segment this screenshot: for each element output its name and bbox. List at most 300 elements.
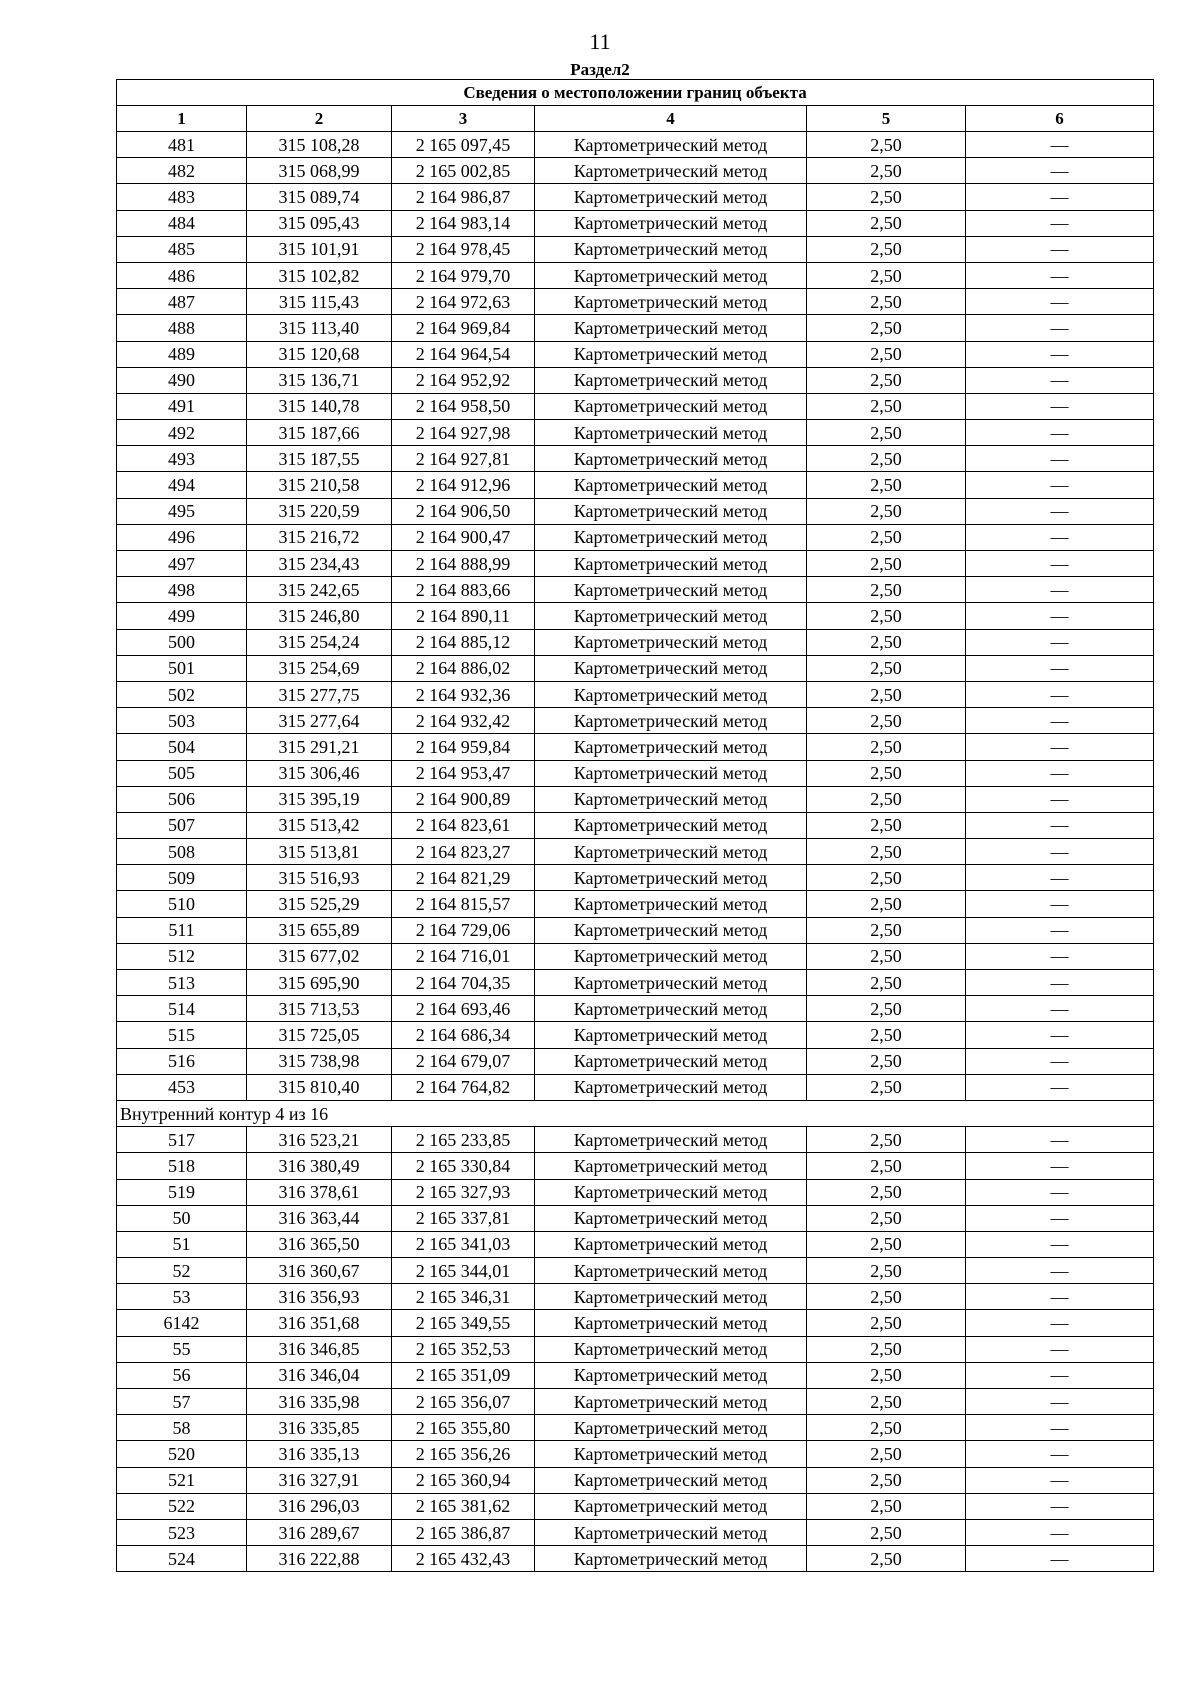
point-number-cell: 524 <box>117 1546 247 1572</box>
method-cell: Картометрический метод <box>535 734 807 760</box>
x-coordinate-cell: 316 351,68 <box>247 1310 392 1336</box>
accuracy-cell: 2,50 <box>807 1127 966 1153</box>
x-coordinate-cell: 315 187,55 <box>247 446 392 472</box>
description-cell: — <box>966 1179 1154 1205</box>
method-cell: Картометрический метод <box>535 1546 807 1572</box>
point-number-cell: 514 <box>117 996 247 1022</box>
description-cell: — <box>966 1310 1154 1336</box>
y-coordinate-cell: 2 165 097,45 <box>392 132 535 158</box>
description-cell: — <box>966 891 1154 917</box>
description-cell: — <box>966 1415 1154 1441</box>
x-coordinate-cell: 316 335,98 <box>247 1389 392 1415</box>
column-number: 4 <box>535 106 807 132</box>
x-coordinate-cell: 316 346,85 <box>247 1336 392 1362</box>
description-cell: — <box>966 655 1154 681</box>
description-cell: — <box>966 315 1154 341</box>
x-coordinate-cell: 315 525,29 <box>247 891 392 917</box>
table-row <box>117 1127 1154 1153</box>
table-row <box>117 1546 1154 1572</box>
y-coordinate-cell: 2 165 330,84 <box>392 1153 535 1179</box>
point-number-cell: 516 <box>117 1048 247 1074</box>
accuracy-cell: 2,50 <box>807 839 966 865</box>
description-cell: — <box>966 472 1154 498</box>
table-row <box>117 341 1154 367</box>
column-number-row <box>117 106 1154 132</box>
point-number-cell: 453 <box>117 1074 247 1100</box>
column-number: 5 <box>807 106 966 132</box>
point-number-cell: 504 <box>117 734 247 760</box>
y-coordinate-cell: 2 165 344,01 <box>392 1258 535 1284</box>
accuracy-cell: 2,50 <box>807 1519 966 1545</box>
accuracy-cell: 2,50 <box>807 367 966 393</box>
y-coordinate-cell: 2 164 927,98 <box>392 420 535 446</box>
accuracy-cell: 2,50 <box>807 1493 966 1519</box>
description-cell: — <box>966 184 1154 210</box>
description-cell: — <box>966 158 1154 184</box>
accuracy-cell: 2,50 <box>807 865 966 891</box>
method-cell: Картометрический метод <box>535 1284 807 1310</box>
table-row <box>117 1310 1154 1336</box>
y-coordinate-cell: 2 164 815,57 <box>392 891 535 917</box>
accuracy-cell: 2,50 <box>807 1048 966 1074</box>
x-coordinate-cell: 316 327,91 <box>247 1467 392 1493</box>
accuracy-cell: 2,50 <box>807 524 966 550</box>
point-number-cell: 502 <box>117 681 247 707</box>
y-coordinate-cell: 2 164 885,12 <box>392 629 535 655</box>
x-coordinate-cell: 315 513,81 <box>247 839 392 865</box>
description-cell: — <box>966 760 1154 786</box>
method-cell: Картометрический метод <box>535 760 807 786</box>
x-coordinate-cell: 315 068,99 <box>247 158 392 184</box>
accuracy-cell: 2,50 <box>807 1441 966 1467</box>
accuracy-cell: 2,50 <box>807 289 966 315</box>
method-cell: Картометрический метод <box>535 891 807 917</box>
y-coordinate-cell: 2 164 964,54 <box>392 341 535 367</box>
accuracy-cell: 2,50 <box>807 132 966 158</box>
point-number-cell: 519 <box>117 1179 247 1205</box>
method-cell: Картометрический метод <box>535 655 807 681</box>
point-number-cell: 505 <box>117 760 247 786</box>
description-cell: — <box>966 289 1154 315</box>
accuracy-cell: 2,50 <box>807 551 966 577</box>
accuracy-cell: 2,50 <box>807 315 966 341</box>
accuracy-cell: 2,50 <box>807 1074 966 1100</box>
method-cell: Картометрический метод <box>535 446 807 472</box>
point-number-cell: 56 <box>117 1362 247 1388</box>
y-coordinate-cell: 2 164 888,99 <box>392 551 535 577</box>
table-row <box>117 1336 1154 1362</box>
table-row <box>117 1074 1154 1100</box>
method-cell: Картометрический метод <box>535 1022 807 1048</box>
description-cell: — <box>966 1258 1154 1284</box>
y-coordinate-cell: 2 164 906,50 <box>392 498 535 524</box>
y-coordinate-cell: 2 164 890,11 <box>392 603 535 629</box>
accuracy-cell: 2,50 <box>807 1179 966 1205</box>
method-cell: Картометрический метод <box>535 367 807 393</box>
column-number: 6 <box>966 106 1154 132</box>
x-coordinate-cell: 315 254,24 <box>247 629 392 655</box>
y-coordinate-cell: 2 164 704,35 <box>392 970 535 996</box>
accuracy-cell: 2,50 <box>807 498 966 524</box>
table-row <box>117 812 1154 838</box>
point-number-cell: 489 <box>117 341 247 367</box>
method-cell: Картометрический метод <box>535 1310 807 1336</box>
point-number-cell: 52 <box>117 1258 247 1284</box>
y-coordinate-cell: 2 164 927,81 <box>392 446 535 472</box>
table-row <box>117 367 1154 393</box>
method-cell: Картометрический метод <box>535 603 807 629</box>
table-row <box>117 1441 1154 1467</box>
accuracy-cell: 2,50 <box>807 786 966 812</box>
x-coordinate-cell: 315 140,78 <box>247 393 392 419</box>
method-cell: Картометрический метод <box>535 341 807 367</box>
y-coordinate-cell: 2 164 978,45 <box>392 236 535 262</box>
table-row <box>117 708 1154 734</box>
method-cell: Картометрический метод <box>535 996 807 1022</box>
point-number-cell: 512 <box>117 943 247 969</box>
y-coordinate-cell: 2 164 900,47 <box>392 524 535 550</box>
description-cell: — <box>966 524 1154 550</box>
point-number-cell: 494 <box>117 472 247 498</box>
contour-label: Внутренний контур 4 из 16 <box>117 1100 1154 1126</box>
point-number-cell: 493 <box>117 446 247 472</box>
method-cell: Картометрический метод <box>535 420 807 446</box>
x-coordinate-cell: 315 102,82 <box>247 262 392 288</box>
accuracy-cell: 2,50 <box>807 708 966 734</box>
method-cell: Картометрический метод <box>535 970 807 996</box>
accuracy-cell: 2,50 <box>807 1258 966 1284</box>
description-cell: — <box>966 839 1154 865</box>
point-number-cell: 522 <box>117 1493 247 1519</box>
x-coordinate-cell: 315 234,43 <box>247 551 392 577</box>
y-coordinate-cell: 2 164 693,46 <box>392 996 535 1022</box>
accuracy-cell: 2,50 <box>807 577 966 603</box>
point-number-cell: 517 <box>117 1127 247 1153</box>
table-row <box>117 603 1154 629</box>
table-row <box>117 865 1154 891</box>
x-coordinate-cell: 316 296,03 <box>247 1493 392 1519</box>
description-cell: — <box>966 341 1154 367</box>
method-cell: Картометрический метод <box>535 865 807 891</box>
x-coordinate-cell: 315 242,65 <box>247 577 392 603</box>
x-coordinate-cell: 315 677,02 <box>247 943 392 969</box>
description-cell: — <box>966 1467 1154 1493</box>
description-cell: — <box>966 420 1154 446</box>
method-cell: Картометрический метод <box>535 184 807 210</box>
x-coordinate-cell: 316 356,93 <box>247 1284 392 1310</box>
table-row <box>117 734 1154 760</box>
table-row <box>117 1415 1154 1441</box>
y-coordinate-cell: 2 165 356,26 <box>392 1441 535 1467</box>
description-cell: — <box>966 1493 1154 1519</box>
x-coordinate-cell: 315 113,40 <box>247 315 392 341</box>
x-coordinate-cell: 315 516,93 <box>247 865 392 891</box>
table-row <box>117 917 1154 943</box>
y-coordinate-cell: 2 164 764,82 <box>392 1074 535 1100</box>
x-coordinate-cell: 315 655,89 <box>247 917 392 943</box>
point-number-cell: 495 <box>117 498 247 524</box>
accuracy-cell: 2,50 <box>807 655 966 681</box>
method-cell: Картометрический метод <box>535 1127 807 1153</box>
boundary-coordinates-table <box>116 79 1154 1572</box>
table-row <box>117 1231 1154 1257</box>
description-cell: — <box>966 1284 1154 1310</box>
y-coordinate-cell: 2 164 986,87 <box>392 184 535 210</box>
description-cell: — <box>966 734 1154 760</box>
table-row <box>117 786 1154 812</box>
x-coordinate-cell: 315 089,74 <box>247 184 392 210</box>
point-number-cell: 518 <box>117 1153 247 1179</box>
y-coordinate-cell: 2 165 341,03 <box>392 1231 535 1257</box>
point-number-cell: 58 <box>117 1415 247 1441</box>
accuracy-cell: 2,50 <box>807 917 966 943</box>
accuracy-cell: 2,50 <box>807 446 966 472</box>
method-cell: Картометрический метод <box>535 786 807 812</box>
table-row <box>117 446 1154 472</box>
x-coordinate-cell: 315 136,71 <box>247 367 392 393</box>
accuracy-cell: 2,50 <box>807 1284 966 1310</box>
table-row <box>117 315 1154 341</box>
point-number-cell: 483 <box>117 184 247 210</box>
table-row <box>117 551 1154 577</box>
point-number-cell: 520 <box>117 1441 247 1467</box>
accuracy-cell: 2,50 <box>807 1546 966 1572</box>
point-number-cell: 496 <box>117 524 247 550</box>
accuracy-cell: 2,50 <box>807 603 966 629</box>
point-number-cell: 487 <box>117 289 247 315</box>
table-row <box>117 996 1154 1022</box>
y-coordinate-cell: 2 164 959,84 <box>392 734 535 760</box>
column-number: 2 <box>247 106 392 132</box>
method-cell: Картометрический метод <box>535 943 807 969</box>
table-row <box>117 1493 1154 1519</box>
y-coordinate-cell: 2 165 386,87 <box>392 1519 535 1545</box>
method-cell: Картометрический метод <box>535 498 807 524</box>
y-coordinate-cell: 2 164 952,92 <box>392 367 535 393</box>
y-coordinate-cell: 2 164 679,07 <box>392 1048 535 1074</box>
y-coordinate-cell: 2 165 337,81 <box>392 1205 535 1231</box>
method-cell: Картометрический метод <box>535 393 807 419</box>
point-number-cell: 523 <box>117 1519 247 1545</box>
method-cell: Картометрический метод <box>535 629 807 655</box>
method-cell: Картометрический метод <box>535 1441 807 1467</box>
point-number-cell: 499 <box>117 603 247 629</box>
x-coordinate-cell: 315 291,21 <box>247 734 392 760</box>
y-coordinate-cell: 2 165 351,09 <box>392 1362 535 1388</box>
description-cell: — <box>966 970 1154 996</box>
x-coordinate-cell: 316 363,44 <box>247 1205 392 1231</box>
accuracy-cell: 2,50 <box>807 760 966 786</box>
method-cell: Картометрический метод <box>535 315 807 341</box>
x-coordinate-cell: 316 380,49 <box>247 1153 392 1179</box>
accuracy-cell: 2,50 <box>807 970 966 996</box>
accuracy-cell: 2,50 <box>807 1389 966 1415</box>
y-coordinate-cell: 2 165 432,43 <box>392 1546 535 1572</box>
table-row <box>117 1519 1154 1545</box>
x-coordinate-cell: 315 725,05 <box>247 1022 392 1048</box>
y-coordinate-cell: 2 164 958,50 <box>392 393 535 419</box>
x-coordinate-cell: 315 216,72 <box>247 524 392 550</box>
y-coordinate-cell: 2 165 356,07 <box>392 1389 535 1415</box>
y-coordinate-cell: 2 165 360,94 <box>392 1467 535 1493</box>
description-cell: — <box>966 708 1154 734</box>
method-cell: Картометрический метод <box>535 1258 807 1284</box>
table-row <box>117 760 1154 786</box>
point-number-cell: 501 <box>117 655 247 681</box>
description-cell: — <box>966 1441 1154 1467</box>
table-row <box>117 1205 1154 1231</box>
x-coordinate-cell: 315 395,19 <box>247 786 392 812</box>
method-cell: Картометрический метод <box>535 1336 807 1362</box>
accuracy-cell: 2,50 <box>807 1336 966 1362</box>
table-title-row <box>117 80 1154 106</box>
description-cell: — <box>966 865 1154 891</box>
point-number-cell: 488 <box>117 315 247 341</box>
y-coordinate-cell: 2 164 983,14 <box>392 210 535 236</box>
table-row <box>117 393 1154 419</box>
y-coordinate-cell: 2 165 349,55 <box>392 1310 535 1336</box>
description-cell: — <box>966 1205 1154 1231</box>
method-cell: Картометрический метод <box>535 262 807 288</box>
point-number-cell: 497 <box>117 551 247 577</box>
table-row <box>117 681 1154 707</box>
description-cell: — <box>966 262 1154 288</box>
accuracy-cell: 2,50 <box>807 629 966 655</box>
x-coordinate-cell: 316 360,67 <box>247 1258 392 1284</box>
table-row <box>117 210 1154 236</box>
y-coordinate-cell: 2 165 352,53 <box>392 1336 535 1362</box>
y-coordinate-cell: 2 165 346,31 <box>392 1284 535 1310</box>
y-coordinate-cell: 2 164 969,84 <box>392 315 535 341</box>
x-coordinate-cell: 315 277,64 <box>247 708 392 734</box>
description-cell: — <box>966 1022 1154 1048</box>
accuracy-cell: 2,50 <box>807 158 966 184</box>
table-row <box>117 839 1154 865</box>
description-cell: — <box>966 996 1154 1022</box>
method-cell: Картометрический метод <box>535 551 807 577</box>
x-coordinate-cell: 315 210,58 <box>247 472 392 498</box>
x-coordinate-cell: 316 346,04 <box>247 1362 392 1388</box>
description-cell: — <box>966 446 1154 472</box>
method-cell: Картометрический метод <box>535 1074 807 1100</box>
description-cell: — <box>966 393 1154 419</box>
method-cell: Картометрический метод <box>535 1179 807 1205</box>
method-cell: Картометрический метод <box>535 210 807 236</box>
accuracy-cell: 2,50 <box>807 734 966 760</box>
method-cell: Картометрический метод <box>535 1231 807 1257</box>
method-cell: Картометрический метод <box>535 1362 807 1388</box>
method-cell: Картометрический метод <box>535 1153 807 1179</box>
accuracy-cell: 2,50 <box>807 1022 966 1048</box>
point-number-cell: 498 <box>117 577 247 603</box>
accuracy-cell: 2,50 <box>807 1205 966 1231</box>
y-coordinate-cell: 2 164 979,70 <box>392 262 535 288</box>
x-coordinate-cell: 315 695,90 <box>247 970 392 996</box>
accuracy-cell: 2,50 <box>807 1467 966 1493</box>
table-row <box>117 1179 1154 1205</box>
table-row <box>117 498 1154 524</box>
table-row <box>117 420 1154 446</box>
method-cell: Картометрический метод <box>535 577 807 603</box>
point-number-cell: 508 <box>117 839 247 865</box>
column-number: 1 <box>117 106 247 132</box>
point-number-cell: 511 <box>117 917 247 943</box>
y-coordinate-cell: 2 164 886,02 <box>392 655 535 681</box>
description-cell: — <box>966 1519 1154 1545</box>
point-number-cell: 6142 <box>117 1310 247 1336</box>
x-coordinate-cell: 315 220,59 <box>247 498 392 524</box>
table-row <box>117 1467 1154 1493</box>
section-title: Раздел2 <box>570 60 630 79</box>
description-cell: — <box>966 1127 1154 1153</box>
point-number-cell: 485 <box>117 236 247 262</box>
description-cell: — <box>966 1231 1154 1257</box>
table-row <box>117 1258 1154 1284</box>
table-row <box>117 289 1154 315</box>
table-title: Сведения о местоположении границ объекта <box>117 80 1154 106</box>
description-cell: — <box>966 367 1154 393</box>
description-cell: — <box>966 629 1154 655</box>
accuracy-cell: 2,50 <box>807 393 966 419</box>
y-coordinate-cell: 2 165 355,80 <box>392 1415 535 1441</box>
method-cell: Картометрический метод <box>535 839 807 865</box>
description-cell: — <box>966 603 1154 629</box>
x-coordinate-cell: 316 335,85 <box>247 1415 392 1441</box>
y-coordinate-cell: 2 165 002,85 <box>392 158 535 184</box>
point-number-cell: 503 <box>117 708 247 734</box>
description-cell: — <box>966 236 1154 262</box>
description-cell: — <box>966 1153 1154 1179</box>
x-coordinate-cell: 315 120,68 <box>247 341 392 367</box>
method-cell: Картометрический метод <box>535 681 807 707</box>
y-coordinate-cell: 2 164 716,01 <box>392 943 535 969</box>
x-coordinate-cell: 316 523,21 <box>247 1127 392 1153</box>
table-row <box>117 1153 1154 1179</box>
table-row <box>117 577 1154 603</box>
accuracy-cell: 2,50 <box>807 996 966 1022</box>
accuracy-cell: 2,50 <box>807 681 966 707</box>
x-coordinate-cell: 315 738,98 <box>247 1048 392 1074</box>
point-number-cell: 515 <box>117 1022 247 1048</box>
method-cell: Картометрический метод <box>535 708 807 734</box>
point-number-cell: 500 <box>117 629 247 655</box>
point-number-cell: 490 <box>117 367 247 393</box>
table-row <box>117 524 1154 550</box>
method-cell: Картометрический метод <box>535 472 807 498</box>
x-coordinate-cell: 316 335,13 <box>247 1441 392 1467</box>
accuracy-cell: 2,50 <box>807 891 966 917</box>
description-cell: — <box>966 1336 1154 1362</box>
table-row <box>117 1362 1154 1388</box>
point-number-cell: 510 <box>117 891 247 917</box>
method-cell: Картометрический метод <box>535 1389 807 1415</box>
point-number-cell: 57 <box>117 1389 247 1415</box>
accuracy-cell: 2,50 <box>807 341 966 367</box>
point-number-cell: 509 <box>117 865 247 891</box>
accuracy-cell: 2,50 <box>807 210 966 236</box>
accuracy-cell: 2,50 <box>807 420 966 446</box>
table-row <box>117 184 1154 210</box>
description-cell: — <box>966 681 1154 707</box>
description-cell: — <box>966 786 1154 812</box>
x-coordinate-cell: 315 306,46 <box>247 760 392 786</box>
x-coordinate-cell: 315 246,80 <box>247 603 392 629</box>
point-number-cell: 484 <box>117 210 247 236</box>
y-coordinate-cell: 2 164 823,61 <box>392 812 535 838</box>
description-cell: — <box>966 943 1154 969</box>
table-body <box>117 132 1154 1572</box>
accuracy-cell: 2,50 <box>807 262 966 288</box>
